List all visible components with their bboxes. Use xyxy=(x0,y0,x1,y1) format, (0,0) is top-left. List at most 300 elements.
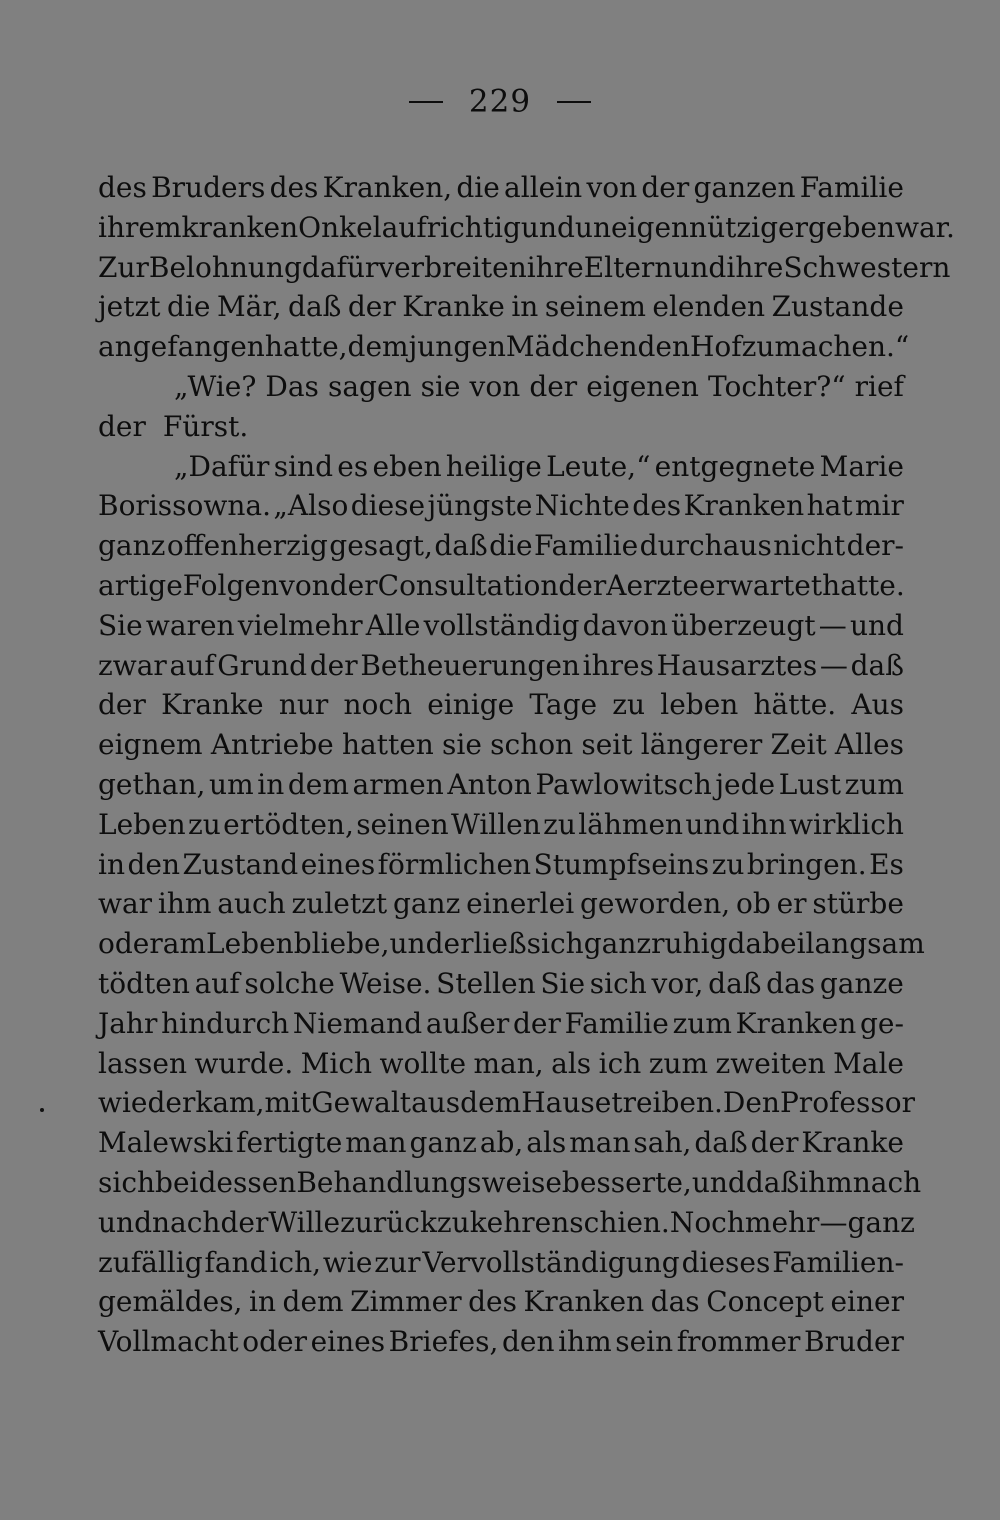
text-line xyxy=(98,1083,915,1123)
page-header xyxy=(0,82,1000,120)
word: wiederkam, xyxy=(98,1086,265,1120)
text-line xyxy=(98,1004,904,1044)
word: davon xyxy=(582,608,668,642)
word: erwartet xyxy=(699,568,823,602)
word: heilige xyxy=(445,449,542,483)
word: Lust xyxy=(778,767,841,801)
word: jungen xyxy=(408,330,506,364)
word: wollte xyxy=(379,1046,467,1080)
word: jetzt xyxy=(98,290,161,324)
word: man xyxy=(345,1126,407,1160)
word: schien. xyxy=(569,1205,670,1239)
text-line xyxy=(98,1163,922,1203)
word: Aus xyxy=(851,688,904,722)
word: machen.“ xyxy=(774,330,910,364)
word: dieses xyxy=(681,1245,771,1279)
text-line xyxy=(98,924,925,964)
word: zufällig xyxy=(98,1245,203,1279)
word: wurde. xyxy=(194,1046,294,1080)
word: Male xyxy=(833,1046,904,1080)
word: — xyxy=(818,608,847,642)
word: treiben. xyxy=(611,1086,723,1120)
word: Hausarztes xyxy=(656,648,818,682)
word: der xyxy=(529,369,578,403)
word: Onkel xyxy=(298,210,382,244)
word: als xyxy=(551,1046,592,1080)
word: dem xyxy=(282,1285,344,1319)
word: um xyxy=(209,767,254,801)
word: nur xyxy=(278,688,329,722)
text-line xyxy=(98,685,904,725)
word: ganz xyxy=(392,887,461,921)
word: in xyxy=(98,847,125,881)
word: lassen xyxy=(98,1046,187,1080)
text-line xyxy=(98,1044,904,1084)
word: entgegnete xyxy=(654,449,816,483)
word: wie xyxy=(322,1245,373,1279)
word: aus xyxy=(411,1086,461,1120)
word: nach xyxy=(852,1165,922,1199)
word: auch xyxy=(217,887,286,921)
word: schon xyxy=(490,728,574,762)
word: der xyxy=(98,688,146,722)
word: fand xyxy=(204,1245,268,1279)
word: Belohnung xyxy=(148,250,302,284)
word: sagen xyxy=(327,369,412,403)
word: Zur xyxy=(98,250,149,284)
word: sie xyxy=(420,369,461,403)
word: geworden, xyxy=(580,887,731,921)
word: zweiten xyxy=(715,1046,826,1080)
word: zwar xyxy=(98,648,167,682)
word: der xyxy=(641,171,690,204)
word: des xyxy=(269,171,319,204)
word: hat xyxy=(806,489,853,523)
text-line xyxy=(98,327,910,367)
text-line xyxy=(98,486,904,526)
word: man, xyxy=(473,1046,544,1080)
word: Leben xyxy=(206,927,294,961)
word: daß xyxy=(850,648,904,682)
word: Mär, xyxy=(216,290,282,324)
word: ließ xyxy=(473,927,527,961)
text-line xyxy=(98,884,904,924)
word: jüngste xyxy=(427,489,533,523)
word: — xyxy=(819,1205,848,1239)
word: in xyxy=(249,1285,276,1319)
word: ich xyxy=(598,1046,642,1080)
word: ruhig xyxy=(651,927,728,961)
word: und xyxy=(849,608,904,642)
text-line xyxy=(98,805,904,845)
word: artige xyxy=(98,568,183,602)
word: mehr xyxy=(744,1205,820,1239)
text-line xyxy=(98,208,955,248)
word: sich xyxy=(589,966,647,1000)
word: ihm xyxy=(157,887,212,921)
word: das xyxy=(650,1285,700,1319)
word: als xyxy=(526,1126,567,1160)
word: zum xyxy=(672,1006,732,1040)
word: das xyxy=(766,966,816,1000)
text-line xyxy=(98,1123,904,1163)
word: den xyxy=(127,847,180,881)
word: Sie xyxy=(98,608,143,642)
word: Malewski xyxy=(98,1126,234,1160)
word: Zimmer xyxy=(350,1285,462,1319)
word: und xyxy=(520,210,575,244)
word: zu xyxy=(543,807,576,841)
word: zum xyxy=(648,1046,709,1080)
word: ganze xyxy=(819,966,904,1000)
word: ihrem xyxy=(98,210,182,244)
word: auf xyxy=(169,648,215,682)
word: dessen xyxy=(198,1165,297,1199)
word: uneigennützig xyxy=(574,210,778,244)
word: Leben xyxy=(98,807,186,841)
word: und xyxy=(672,250,727,284)
word: war xyxy=(98,887,153,921)
word: Gewalt xyxy=(311,1086,412,1120)
word: Stellen xyxy=(436,966,536,1000)
word: ihm xyxy=(558,1325,612,1359)
word: noch xyxy=(343,688,413,722)
word: elenden xyxy=(652,290,766,324)
word: durchaus xyxy=(639,529,772,563)
word: mit xyxy=(264,1086,312,1120)
word: Das xyxy=(265,369,319,403)
word: Noch xyxy=(669,1205,745,1239)
text-line xyxy=(98,845,904,885)
word: nicht xyxy=(773,529,846,563)
word: Tage xyxy=(529,688,598,722)
word: daß xyxy=(708,966,762,1000)
word: zu xyxy=(188,807,221,841)
word: lähmen xyxy=(578,807,684,841)
word: angefangen xyxy=(98,330,265,364)
word: und xyxy=(389,927,444,961)
word: Sie xyxy=(540,966,586,1000)
word: ganz xyxy=(98,529,166,563)
word: Grund xyxy=(217,648,308,682)
word: Borissowna. xyxy=(98,489,271,523)
word: einer xyxy=(830,1285,904,1319)
word: er xyxy=(443,927,474,961)
word: seinen xyxy=(356,807,449,841)
word: und xyxy=(685,807,740,841)
word: des xyxy=(632,489,682,523)
word: daß xyxy=(745,1165,800,1199)
word: ob xyxy=(735,887,771,921)
word: Anton xyxy=(447,767,532,801)
word: Wille xyxy=(268,1205,341,1239)
word: Niemand xyxy=(292,1006,423,1040)
word: der xyxy=(220,1205,269,1239)
print-speck xyxy=(40,1108,44,1112)
word: nach xyxy=(152,1205,221,1239)
word: Zustand xyxy=(182,847,299,881)
header-dash-right xyxy=(557,101,591,103)
word: ganz xyxy=(409,1126,477,1160)
word: Antriebe xyxy=(210,728,334,762)
word: Consultation xyxy=(377,568,559,602)
word: war. xyxy=(894,210,955,244)
word: Es xyxy=(869,847,904,881)
word: den xyxy=(637,330,691,364)
word: den xyxy=(501,1325,555,1359)
word: daß xyxy=(288,290,342,324)
word: ihre xyxy=(726,250,784,284)
word: besserte, xyxy=(561,1165,692,1199)
text-line xyxy=(98,248,951,288)
word: fertigte xyxy=(236,1126,343,1160)
word: Folgen xyxy=(182,568,280,602)
word: der xyxy=(750,1126,799,1160)
word: der xyxy=(329,568,378,602)
word: er xyxy=(776,887,807,921)
word: der xyxy=(558,568,607,602)
word: Behandlungsweise xyxy=(296,1165,562,1199)
word: kranken xyxy=(181,210,299,244)
word: bei xyxy=(155,1165,199,1199)
word: vor, xyxy=(651,966,704,1000)
text-line xyxy=(98,964,904,1004)
word: Zustande xyxy=(771,290,904,324)
word: aufrichtig xyxy=(381,210,521,244)
word: einerlei xyxy=(466,887,575,921)
word: Pawlowitsch xyxy=(535,767,712,801)
word: eben xyxy=(372,449,442,483)
word: Mich xyxy=(300,1046,373,1080)
word: ihm xyxy=(799,1165,853,1199)
word: Leute,“ xyxy=(546,449,651,483)
word: dem xyxy=(287,767,349,801)
body-text xyxy=(98,168,955,1362)
word: Vollmacht xyxy=(98,1325,239,1359)
text-line xyxy=(98,1243,904,1283)
word: gesagt, xyxy=(329,529,433,563)
word: sich xyxy=(526,927,584,961)
text-line xyxy=(98,566,904,606)
word: Hause xyxy=(521,1086,612,1120)
word: hatte, xyxy=(264,330,348,364)
word: von xyxy=(586,171,638,204)
word: einige xyxy=(427,688,515,722)
word: eigenen xyxy=(586,369,699,403)
word: vielmehr xyxy=(237,608,363,642)
word: Familien- xyxy=(772,1245,904,1279)
word: Familie xyxy=(564,1006,669,1040)
word: hätte. xyxy=(753,688,837,722)
word: ich, xyxy=(269,1245,322,1279)
word: langsam xyxy=(805,927,925,961)
text-line xyxy=(98,168,904,208)
word: tödten xyxy=(98,966,190,1000)
word: zu xyxy=(612,688,646,722)
text-line xyxy=(98,1322,904,1362)
word: hatten xyxy=(341,728,434,762)
word: dabei xyxy=(727,927,806,961)
word: gemäldes, xyxy=(98,1285,243,1319)
word: außer xyxy=(425,1006,510,1040)
word: von xyxy=(469,369,521,403)
word: „Also xyxy=(273,489,349,523)
word: Jahr xyxy=(98,1006,158,1040)
word: Professor xyxy=(779,1086,915,1120)
word: Hof xyxy=(690,330,742,364)
word: seinem xyxy=(544,290,646,324)
word: Nichte xyxy=(534,489,630,523)
text-line xyxy=(98,765,904,805)
word: sah, xyxy=(633,1126,692,1160)
word: eines xyxy=(310,1325,386,1359)
word: jede xyxy=(715,767,776,801)
word: dem xyxy=(460,1086,522,1120)
word: vollständig xyxy=(423,608,580,642)
page-number: 229 xyxy=(468,83,532,120)
word: Vervollständigung xyxy=(422,1245,680,1279)
word: Bruders xyxy=(151,171,266,204)
word: die xyxy=(456,171,500,204)
text-line xyxy=(98,606,904,646)
word: wirklich xyxy=(789,807,904,841)
word: Kranken xyxy=(683,489,805,523)
word: zu xyxy=(711,847,745,881)
word: ergeben xyxy=(778,210,895,244)
word: Kranke xyxy=(801,1126,904,1160)
word: der xyxy=(98,409,146,443)
word: Familie xyxy=(534,529,639,563)
word: Zeit xyxy=(770,728,827,762)
word: zu xyxy=(741,330,775,364)
word: Aerzte xyxy=(606,568,699,602)
word: eines xyxy=(300,847,376,881)
word: von xyxy=(279,568,330,602)
word: gethan, xyxy=(98,767,206,801)
word: allein xyxy=(504,171,583,204)
word: ertödten, xyxy=(223,807,354,841)
word: überzeugt xyxy=(671,608,816,642)
word: oder xyxy=(242,1325,307,1359)
word: dafür xyxy=(301,250,379,284)
word: ganz xyxy=(847,1205,915,1239)
word: förmlichen xyxy=(377,847,532,881)
word: frommer xyxy=(676,1325,801,1359)
text-line xyxy=(98,447,904,487)
word: „Wie? xyxy=(174,369,257,403)
text-line xyxy=(98,1203,915,1243)
text-line xyxy=(98,407,904,447)
word: Bruder xyxy=(804,1325,904,1359)
word: Willen xyxy=(451,807,541,841)
word: zum xyxy=(844,767,904,801)
word: der xyxy=(309,648,358,682)
word: Weise. xyxy=(339,966,432,1000)
word: und xyxy=(98,1205,152,1239)
word: Stumpfseins xyxy=(533,847,710,881)
word: Concept xyxy=(706,1285,824,1319)
header-dash-left xyxy=(409,101,443,103)
word: am xyxy=(162,927,206,961)
word: diese xyxy=(350,489,426,523)
word: Familie xyxy=(799,171,904,204)
word: „Dafür xyxy=(174,449,270,483)
word: verbreiten xyxy=(378,250,527,284)
text-line xyxy=(98,725,904,765)
word: Kranke xyxy=(402,290,505,324)
text-line xyxy=(98,526,904,566)
word: des xyxy=(98,171,147,204)
word: sich xyxy=(98,1165,156,1199)
word: und xyxy=(691,1165,746,1199)
word: mir xyxy=(855,489,904,523)
word: des xyxy=(468,1285,517,1319)
word: Eltern xyxy=(583,250,673,284)
word: Briefes, xyxy=(388,1325,499,1359)
word: zuletzt xyxy=(291,887,388,921)
word: sein xyxy=(615,1325,674,1359)
word: ihres xyxy=(582,648,654,682)
word: ihre xyxy=(526,250,584,284)
word: der- xyxy=(846,529,904,563)
word: Kranke xyxy=(161,688,264,722)
word: Mädchen xyxy=(505,330,638,364)
word: Fürst. xyxy=(162,409,249,443)
word: waren xyxy=(145,608,235,642)
word: armen xyxy=(352,767,444,801)
word: zurückzukehren xyxy=(340,1205,570,1239)
word: ganzen xyxy=(693,171,796,204)
word: Kranken, xyxy=(322,171,453,204)
word: auf xyxy=(194,966,240,1000)
word: Alles xyxy=(834,728,904,762)
word: man xyxy=(569,1126,631,1160)
text-line xyxy=(98,1282,904,1322)
word: hindurch xyxy=(161,1006,290,1040)
word: Betheuerungen xyxy=(360,648,580,682)
word: in xyxy=(511,290,539,324)
word: rief xyxy=(854,369,904,403)
word: Marie xyxy=(819,449,904,483)
word: Kranken xyxy=(523,1285,645,1319)
word: daß xyxy=(694,1126,748,1160)
word: seit xyxy=(581,728,633,762)
word: ge- xyxy=(859,1006,904,1040)
text-line xyxy=(98,367,904,407)
word: Schwestern xyxy=(783,250,951,284)
word: ihn xyxy=(741,807,787,841)
word: dem xyxy=(347,330,409,364)
word: daß xyxy=(434,529,488,563)
word: bliebe, xyxy=(293,927,390,961)
word: die xyxy=(489,529,533,563)
word: oder xyxy=(98,927,163,961)
word: solche xyxy=(244,966,335,1000)
word: es xyxy=(337,449,369,483)
word: in xyxy=(257,767,285,801)
word: der xyxy=(512,1006,561,1040)
word: ganz xyxy=(583,927,652,961)
word: längerer xyxy=(640,728,763,762)
word: die xyxy=(167,290,211,324)
word: Tochter?“ xyxy=(707,369,846,403)
word: eignem xyxy=(98,728,203,762)
word: Kranken xyxy=(735,1006,857,1040)
word: hatte. xyxy=(822,568,905,602)
word: zur xyxy=(374,1245,421,1279)
word: Alle xyxy=(365,608,421,642)
word: sie xyxy=(442,728,482,762)
